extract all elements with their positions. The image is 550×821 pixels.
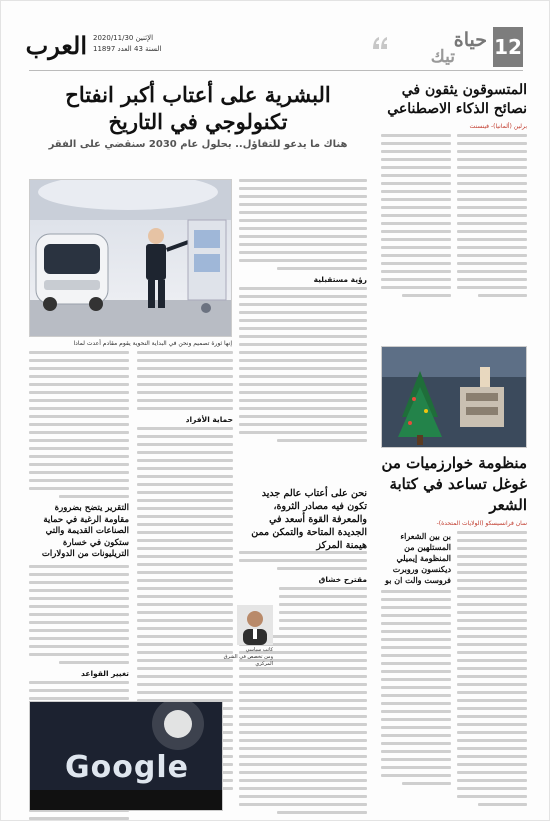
masthead (25, 27, 523, 71)
ai-shoppers-headline: المتسوقون يثقون في نصائح الذكاء الاصطناعي (387, 82, 527, 117)
author-portrait (237, 605, 273, 645)
main-column-3-text (29, 351, 129, 498)
algorithm-col-a (457, 531, 527, 811)
author-caption (207, 647, 273, 668)
section-future-heading: رؤية مستقبلية (313, 275, 367, 284)
author-name: كاتب سياسي (245, 647, 273, 653)
logo-text: العرب (25, 31, 87, 60)
main-column-2-text (137, 351, 233, 410)
main-column-1 (239, 179, 367, 447)
ai-article-col-b (381, 134, 451, 302)
author-photo (237, 605, 273, 645)
main-pull-quote: نحن على أعتاب عالم جديد تكون فيه مصادر الثروة، والمعرفة القوة أسعد في الجديدة المتاحة والتمكن ممن هيمنة المركز (251, 488, 367, 551)
left-pull-quote: التقرير يتضح بضرورة مقاومة الرغبة في حماية الصناعات القديمة والتي ستكون في خسارة التريليونات من الدولارات (41, 503, 129, 559)
algorithm-col-b-text (381, 590, 451, 785)
ai-article-col-a (457, 134, 527, 302)
algorithm-article-source: سان فرانسيسكو (الولايات المتحدة)- (436, 520, 527, 527)
algorithm-col-b (381, 531, 451, 811)
ai-article-body (381, 134, 527, 302)
section-subname: تيك (430, 47, 455, 67)
quote-icon (371, 35, 389, 51)
shopping-illustration (381, 347, 526, 448)
main-column-1-text-b (239, 287, 367, 442)
shopping-photo (381, 346, 527, 448)
main-column-1-text (239, 179, 367, 270)
main-column-4 (239, 551, 367, 819)
robot-vehicle-illustration (29, 180, 231, 337)
algorithm-headline: منظومة خوارزميات من غوغل تساعد في كتابة الشعر (381, 454, 527, 514)
main-column-3-text-b (29, 565, 129, 664)
google-poets-headline: بن بين الشعراء المستلهين من المنظومة إيميلي ديكنسون وروبرت فروست والت ان بو (385, 531, 451, 585)
page-number: 12 (493, 27, 523, 67)
robot-vehicle-photo (29, 179, 232, 337)
date-block (93, 33, 161, 55)
section-jobs-heading: حماية الأفراد (185, 415, 233, 424)
section-challenge-heading: مقترح خشاق (318, 575, 367, 584)
author-note: ومن تخصص في الشرق المركزي (223, 654, 273, 667)
algorithm-article-body (381, 531, 527, 811)
main-headline: البشرية على أعتاب أكبر انفتاح تكنولوجي في التاريخ (65, 82, 331, 134)
section-name: حياة (453, 29, 487, 51)
algorithm-article (381, 453, 527, 811)
robot-photo-caption: إنها ثورة تصميم ونحن في البداية النحوية يقوم مقادم أعدت لمادا (73, 340, 232, 347)
google-photo (29, 701, 223, 811)
issue-number: السنة 43 العدد 11897 (93, 45, 162, 53)
section-basics-heading: تغيير القواعد (81, 668, 129, 678)
main-article (29, 81, 367, 150)
ai-article-source: برلين (ألمانيا)- فينسنت (469, 123, 527, 130)
issue-date: الإثنين 2020/11/30 (93, 34, 154, 42)
google-logo-text: Google (65, 750, 189, 785)
main-subhead: هناك ما يدعو للتفاؤل.. بحلول عام 2030 سنقضي على الفقر (48, 139, 348, 150)
main-column-4-text-b (279, 587, 367, 630)
main-column-4-text (239, 551, 367, 570)
newspaper-logo (25, 29, 87, 63)
right-column (381, 81, 527, 302)
